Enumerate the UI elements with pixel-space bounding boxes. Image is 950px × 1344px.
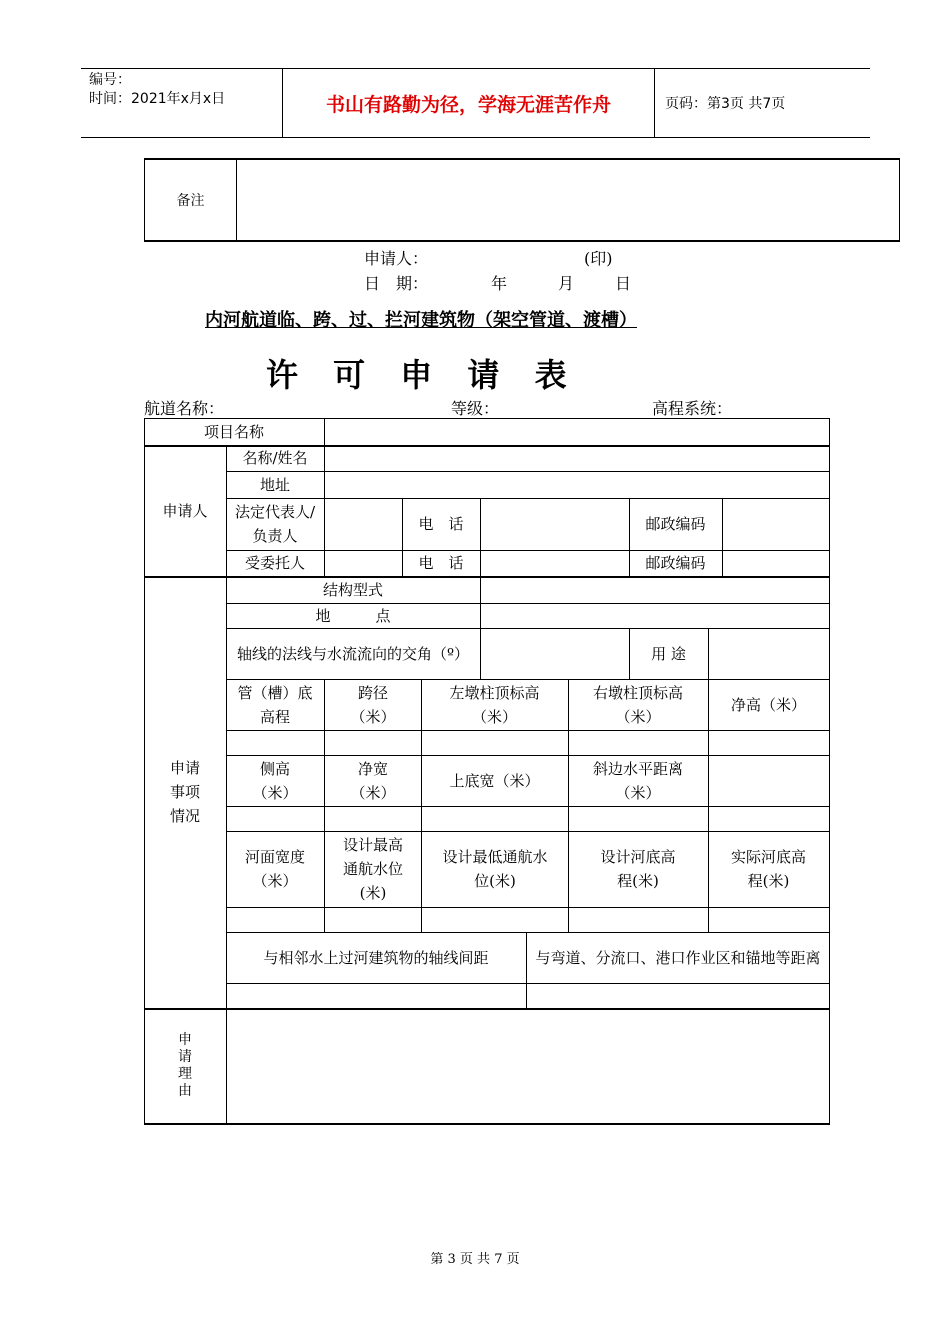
applicant-sign-label: 申请人：	[364, 249, 429, 268]
page-code: 页码：第3页 共7页	[665, 96, 786, 112]
postcode-label-2: 邮政编码	[645, 554, 706, 572]
reason-label: 申请理由	[178, 1031, 192, 1099]
name-label: 名称/姓名	[242, 449, 308, 467]
left-pier-label: 左墩柱顶标高（米）	[449, 683, 540, 726]
date-label: 日 期：	[364, 274, 429, 293]
max-level-label: 设计最高通航水位(米)	[342, 836, 403, 902]
applicant-label: 申请人	[162, 501, 208, 520]
number-label: 编号：	[89, 72, 131, 88]
month-label: 月	[558, 274, 575, 293]
legal-rep-label: 法定代表人/负责人	[234, 503, 316, 545]
year-label: 年	[491, 274, 508, 293]
header-meta	[81, 69, 283, 137]
phone-label: 电 话	[418, 515, 464, 533]
purpose-label: 用 途	[651, 644, 686, 663]
pipe-bottom-label: 管（槽）底高程	[237, 683, 313, 726]
project-name-label: 项目名称	[203, 422, 264, 441]
postcode-label: 邮政编码	[645, 515, 706, 533]
form-subtitle: 许 可 申 请 表	[266, 356, 579, 394]
clear-height-label: 净高（米）	[730, 695, 806, 714]
slope-distance-label: 斜边水平距离（米）	[592, 759, 683, 802]
motto: 书山有路勤为径，学海无涯苦作舟	[283, 69, 655, 137]
address-label: 地址	[259, 475, 290, 494]
design-bed-label: 设计河底高程(米)	[600, 848, 676, 890]
seal-label: (印)	[584, 249, 613, 268]
section-label: 申请事项情况	[169, 759, 200, 825]
clear-width-label: 净宽（米）	[350, 759, 396, 802]
bend-distance-label: 与弯道、分流口、港口作业区和锚地等距离	[535, 948, 821, 967]
form-title: 内河航道临、跨、过、拦河建筑物（架空管道、渡槽）	[205, 310, 637, 331]
grade-label: 等级：	[451, 399, 500, 418]
right-pier-label: 右墩柱顶标高（米）	[592, 683, 683, 726]
day-label: 日	[615, 274, 632, 293]
top-width-label: 上底宽（米）	[449, 771, 540, 790]
remark-label: 备注	[145, 160, 237, 240]
remark-table	[144, 158, 900, 242]
structure-type-label: 结构型式	[322, 580, 383, 599]
elevation-system-label: 高程系统：	[652, 399, 733, 418]
side-height-label: 侧高（米）	[252, 759, 298, 802]
page-footer: 第 3 页 共 7 页	[430, 1252, 520, 1267]
span-label: 跨径（米）	[350, 683, 396, 726]
axis-angle-label: 轴线的法线与水流流向的交角（º）	[236, 644, 470, 663]
adjacent-distance-label: 与相邻水上过河建筑物的轴线间距	[263, 948, 489, 967]
phone-label-2: 电 话	[418, 554, 464, 572]
page-header	[81, 68, 870, 138]
channel-name-label: 航道名称：	[144, 399, 225, 418]
river-width-label: 河面宽度（米）	[244, 848, 305, 890]
min-level-label: 设计最低通航水位(米)	[442, 848, 548, 890]
time-label: 时间：2021年x月x日	[89, 91, 226, 107]
actual-bed-label: 实际河底高程(米)	[730, 848, 806, 890]
location-label: 地 点	[315, 606, 391, 625]
entrusted-label: 受委托人	[244, 554, 305, 572]
